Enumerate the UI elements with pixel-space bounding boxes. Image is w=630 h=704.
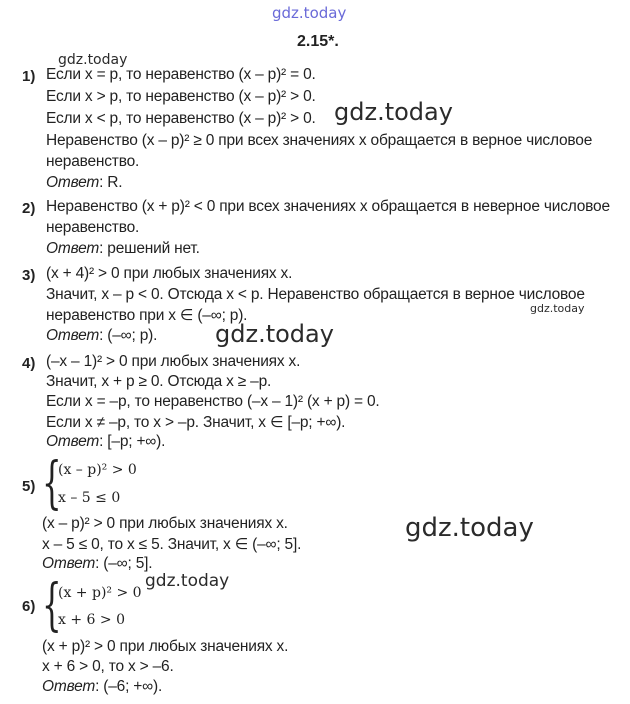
watermark-large: gdz.today (215, 320, 334, 348)
text-line: (x – p)² > 0 при любых значениях x. (42, 515, 288, 532)
answer-label: Ответ (46, 240, 100, 257)
text-line: (–x – 1)² > 0 при любых значениях x. (46, 353, 301, 370)
system-line: x – 5 ≤ 0 (58, 490, 121, 506)
text-line: Неравенство (x – p)² ≥ 0 при всех значениях x обращается в верное числовое (46, 132, 593, 149)
text-line: неравенство. (46, 153, 140, 170)
answer-value: : R. (99, 174, 123, 191)
text-line: неравенство. (46, 219, 140, 236)
watermark-small: gdz.today (58, 52, 128, 68)
answer-line (42, 678, 162, 696)
answer-label: Ответ (46, 327, 100, 344)
text-line: Если x = p, то неравенство (x – p)² = 0. (46, 66, 316, 83)
answer-value: : (–∞; p). (99, 327, 158, 344)
watermark-top: gdz.today (272, 4, 347, 22)
system-line: (x – p)² > 0 (58, 462, 137, 478)
item-number: 5) (22, 478, 36, 495)
problem-title: 2.15*. (297, 33, 339, 50)
text-line: Если x < p, то неравенство (x – p)² > 0. (46, 110, 316, 127)
answer-value: : [–p; +∞). (99, 433, 166, 450)
text-line: (x + p)² > 0 при любых значениях x. (42, 638, 289, 655)
text-line: Неравенство (x + p)² < 0 при всех значениях x обращается в неверное числовое (46, 198, 610, 215)
answer-line (46, 240, 200, 258)
answer-value: : (–∞; 5]. (95, 555, 153, 572)
answer-label: Ответ (42, 678, 96, 695)
watermark-large: gdz.today (334, 98, 453, 126)
system-line: x + 6 > 0 (58, 612, 125, 628)
system-brace: { (42, 451, 62, 516)
item-number: 4) (22, 355, 36, 372)
text-line: Если x > p, то неравенство (x – p)² > 0. (46, 88, 316, 105)
answer-line (46, 174, 122, 192)
answer-value: : (–6; +∞). (95, 678, 163, 695)
watermark-large: gdz.today (405, 513, 534, 543)
text-line: x – 5 ≤ 0, то x ≤ 5. Значит, x ∈ (–∞; 5]. (42, 536, 302, 553)
answer-label: Ответ (46, 433, 100, 450)
system-line: (x + p)² > 0 (58, 585, 142, 601)
text-line: Значит, x – p < 0. Отсюда x < p. Неравенство обращается в верное числовое (46, 286, 585, 303)
answer-value: : решений нет. (99, 240, 200, 257)
item-number: 6) (22, 598, 36, 615)
text-line: Значит, x + p ≥ 0. Отсюда x ≥ –p. (46, 373, 272, 390)
answer-line (46, 327, 157, 345)
item-number: 3) (22, 267, 36, 284)
item-number: 2) (22, 200, 36, 217)
system-brace: { (42, 573, 62, 638)
text-line: (x + 4)² > 0 при любых значениях x. (46, 265, 293, 282)
watermark-medium: gdz.today (145, 571, 230, 591)
item-number: 1) (22, 68, 36, 85)
text-line: Если x = –p, то неравенство (–x – 1)² (x + p) = 0. (46, 393, 380, 410)
answer-label: Ответ (46, 174, 100, 191)
answer-line (42, 555, 152, 573)
answer-line (46, 433, 165, 451)
watermark-tiny: gdz.today (530, 302, 585, 315)
text-line: неравенство при x ∈ (–∞; p). (46, 307, 248, 324)
text-line: Если x ≠ –p, то x > –p. Значит, x ∈ [–p; +∞). (46, 414, 346, 431)
answer-label: Ответ (42, 555, 96, 572)
text-line: x + 6 > 0, то x > –6. (42, 658, 174, 675)
